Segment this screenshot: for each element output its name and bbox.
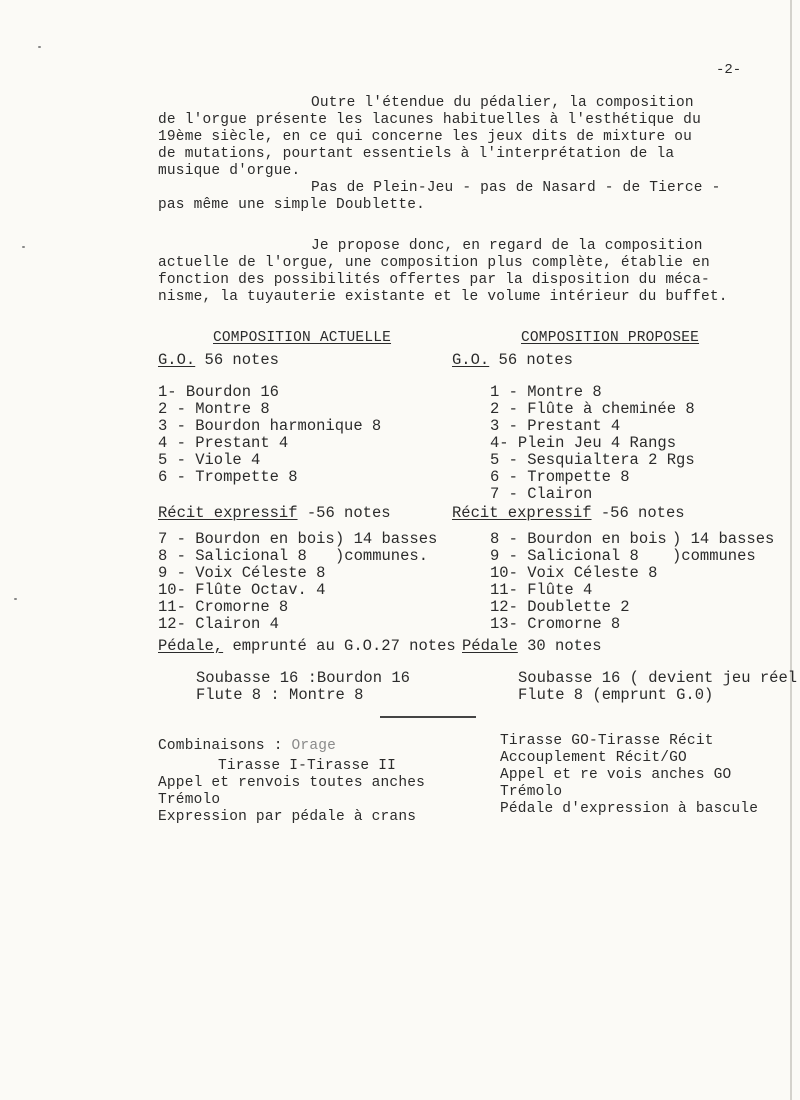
intro-line: musique d'orgue. (158, 163, 301, 179)
intro-line: de l'orgue présente les lacunes habituelles à l'esthétique du (158, 112, 701, 128)
right-go-header (452, 352, 573, 369)
right-go-item: 1 - Montre 8 (490, 383, 602, 401)
section-divider (380, 716, 476, 718)
combinaison-right-line: Appel et re vois anches GO (500, 767, 732, 783)
right-pedale-header (462, 638, 602, 655)
right-pedale-label: Pédale (462, 637, 518, 655)
left-recit-header (158, 505, 391, 522)
right-recit-header (452, 505, 685, 522)
left-recit-item: 10- Flûte Octav. 4 (158, 581, 326, 599)
left-recit-label: Récit expressif (158, 504, 298, 522)
left-go-item: 3 - Bourdon harmonique 8 (158, 417, 382, 435)
left-recit-note: )communes. (335, 547, 429, 565)
right-pedale-item: Soubasse 16 ( devient jeu réel (518, 669, 798, 687)
left-recit-notes: -56 notes (306, 504, 391, 522)
intro-line: Pas de Plein-Jeu - pas de Nasard - de Tierce - (311, 180, 721, 196)
left-go-item: 6 - Trompette 8 (158, 468, 298, 486)
right-pedale-item: Flute 8 (emprunt G.0) (518, 686, 714, 704)
combinaisons-label: Combinaisons : (158, 738, 283, 754)
left-recit-item: 7 - Bourdon en bois (158, 530, 335, 548)
intro-line: 19ème siècle, en ce qui concerne les jeux dits de mixture ou (158, 129, 693, 145)
right-recit-item: 9 - Salicional 8 (490, 547, 639, 565)
right-recit-item: 8 - Bourdon en bois (490, 530, 667, 548)
right-recit-item: 13- Cromorne 8 (490, 615, 621, 633)
right-recit-label: Récit expressif (452, 504, 592, 522)
left-heading: COMPOSITION ACTUELLE (213, 330, 392, 346)
right-go-item: 6 - Trompette 8 (490, 468, 630, 486)
left-recit-item: 8 - Salicional 8 (158, 547, 307, 565)
left-recit-item: 9 - Voix Céleste 8 (158, 564, 326, 582)
proposal-line: Je propose donc, en regard de la composition (311, 238, 703, 254)
right-recit-notes: -56 notes (600, 504, 685, 522)
intro-line: pas même une simple Doublette. (158, 197, 426, 213)
combinaison-right-line: Tirasse GO-Tirasse Récit (500, 733, 714, 749)
right-pedale-notes: 30 notes (527, 637, 602, 655)
right-go-notes: 56 notes (498, 351, 573, 369)
intro-line: de mutations, pourtant essentiels à l'interprétation de la (158, 146, 675, 162)
paper-speck (14, 598, 17, 600)
combinaison-left-line: Tirasse I-Tirasse II (218, 758, 397, 774)
left-pedale-header (158, 638, 456, 655)
left-recit-item: 11- Cromorne 8 (158, 598, 289, 616)
left-go-item: 1- Bourdon 16 (158, 383, 279, 401)
left-pedale-label: Pédale, (158, 637, 224, 655)
orage-label: Orage (291, 738, 337, 754)
paper-speck (22, 246, 25, 248)
right-recit-note: ) 14 basses (672, 530, 775, 548)
left-pedale-item: Soubasse 16 :Bourdon 16 (196, 669, 410, 687)
left-pedale-item: Flute 8 : Montre 8 (196, 686, 364, 704)
right-go-item: 2 - Flûte à cheminée 8 (490, 400, 695, 418)
combinaison-left-line: Trémolo (158, 792, 221, 808)
right-recit-item: 10- Voix Céleste 8 (490, 564, 658, 582)
right-heading: COMPOSITION PROPOSEE (521, 330, 700, 346)
page-number: -2- (716, 62, 742, 78)
paper-speck (38, 46, 41, 48)
left-go-label: G.O. (158, 351, 196, 369)
combinaison-right-line: Trémolo (500, 784, 563, 800)
left-go-item: 2 - Montre 8 (158, 400, 270, 418)
right-go-label: G.O. (452, 351, 490, 369)
page-edge-shadow (790, 0, 792, 1100)
combinaison-right-line: Accouplement Récit/GO (500, 750, 687, 766)
left-recit-note: ) 14 basses (335, 530, 438, 548)
combinaison-left-line: Appel et renvois toutes anches (158, 775, 426, 791)
right-go-item: 3 - Prestant 4 (490, 417, 621, 435)
right-recit-item: 11- Flûte 4 (490, 581, 593, 599)
combinaisons-header (158, 738, 336, 754)
right-go-item: 4- Plein Jeu 4 Rangs (490, 434, 677, 452)
combinaison-left-line: Expression par pédale à crans (158, 809, 417, 825)
left-go-item: 4 - Prestant 4 (158, 434, 289, 452)
left-go-notes: 56 notes (204, 351, 279, 369)
proposal-line: fonction des possibilités offertes par la disposition du méca- (158, 272, 710, 288)
right-recit-note: )communes (672, 547, 756, 565)
left-go-item: 5 - Viole 4 (158, 451, 261, 469)
proposal-line: nisme, la tuyauterie existante et le volume intérieur du buffet. (158, 289, 728, 305)
right-go-item: 5 - Sesquialtera 2 Rgs (490, 451, 695, 469)
left-go-header (158, 352, 279, 369)
proposal-line: actuelle de l'orgue, une composition plus complète, établie en (158, 255, 710, 271)
intro-line: Outre l'étendue du pédalier, la composition (311, 95, 694, 111)
left-recit-item: 12- Clairon 4 (158, 615, 279, 633)
left-pedale-notes: emprunté au G.O.27 notes (232, 637, 456, 655)
combinaison-right-line: Pédale d'expression à bascule (500, 801, 759, 817)
right-recit-item: 12- Doublette 2 (490, 598, 630, 616)
right-go-item: 7 - Clairon (490, 485, 593, 503)
